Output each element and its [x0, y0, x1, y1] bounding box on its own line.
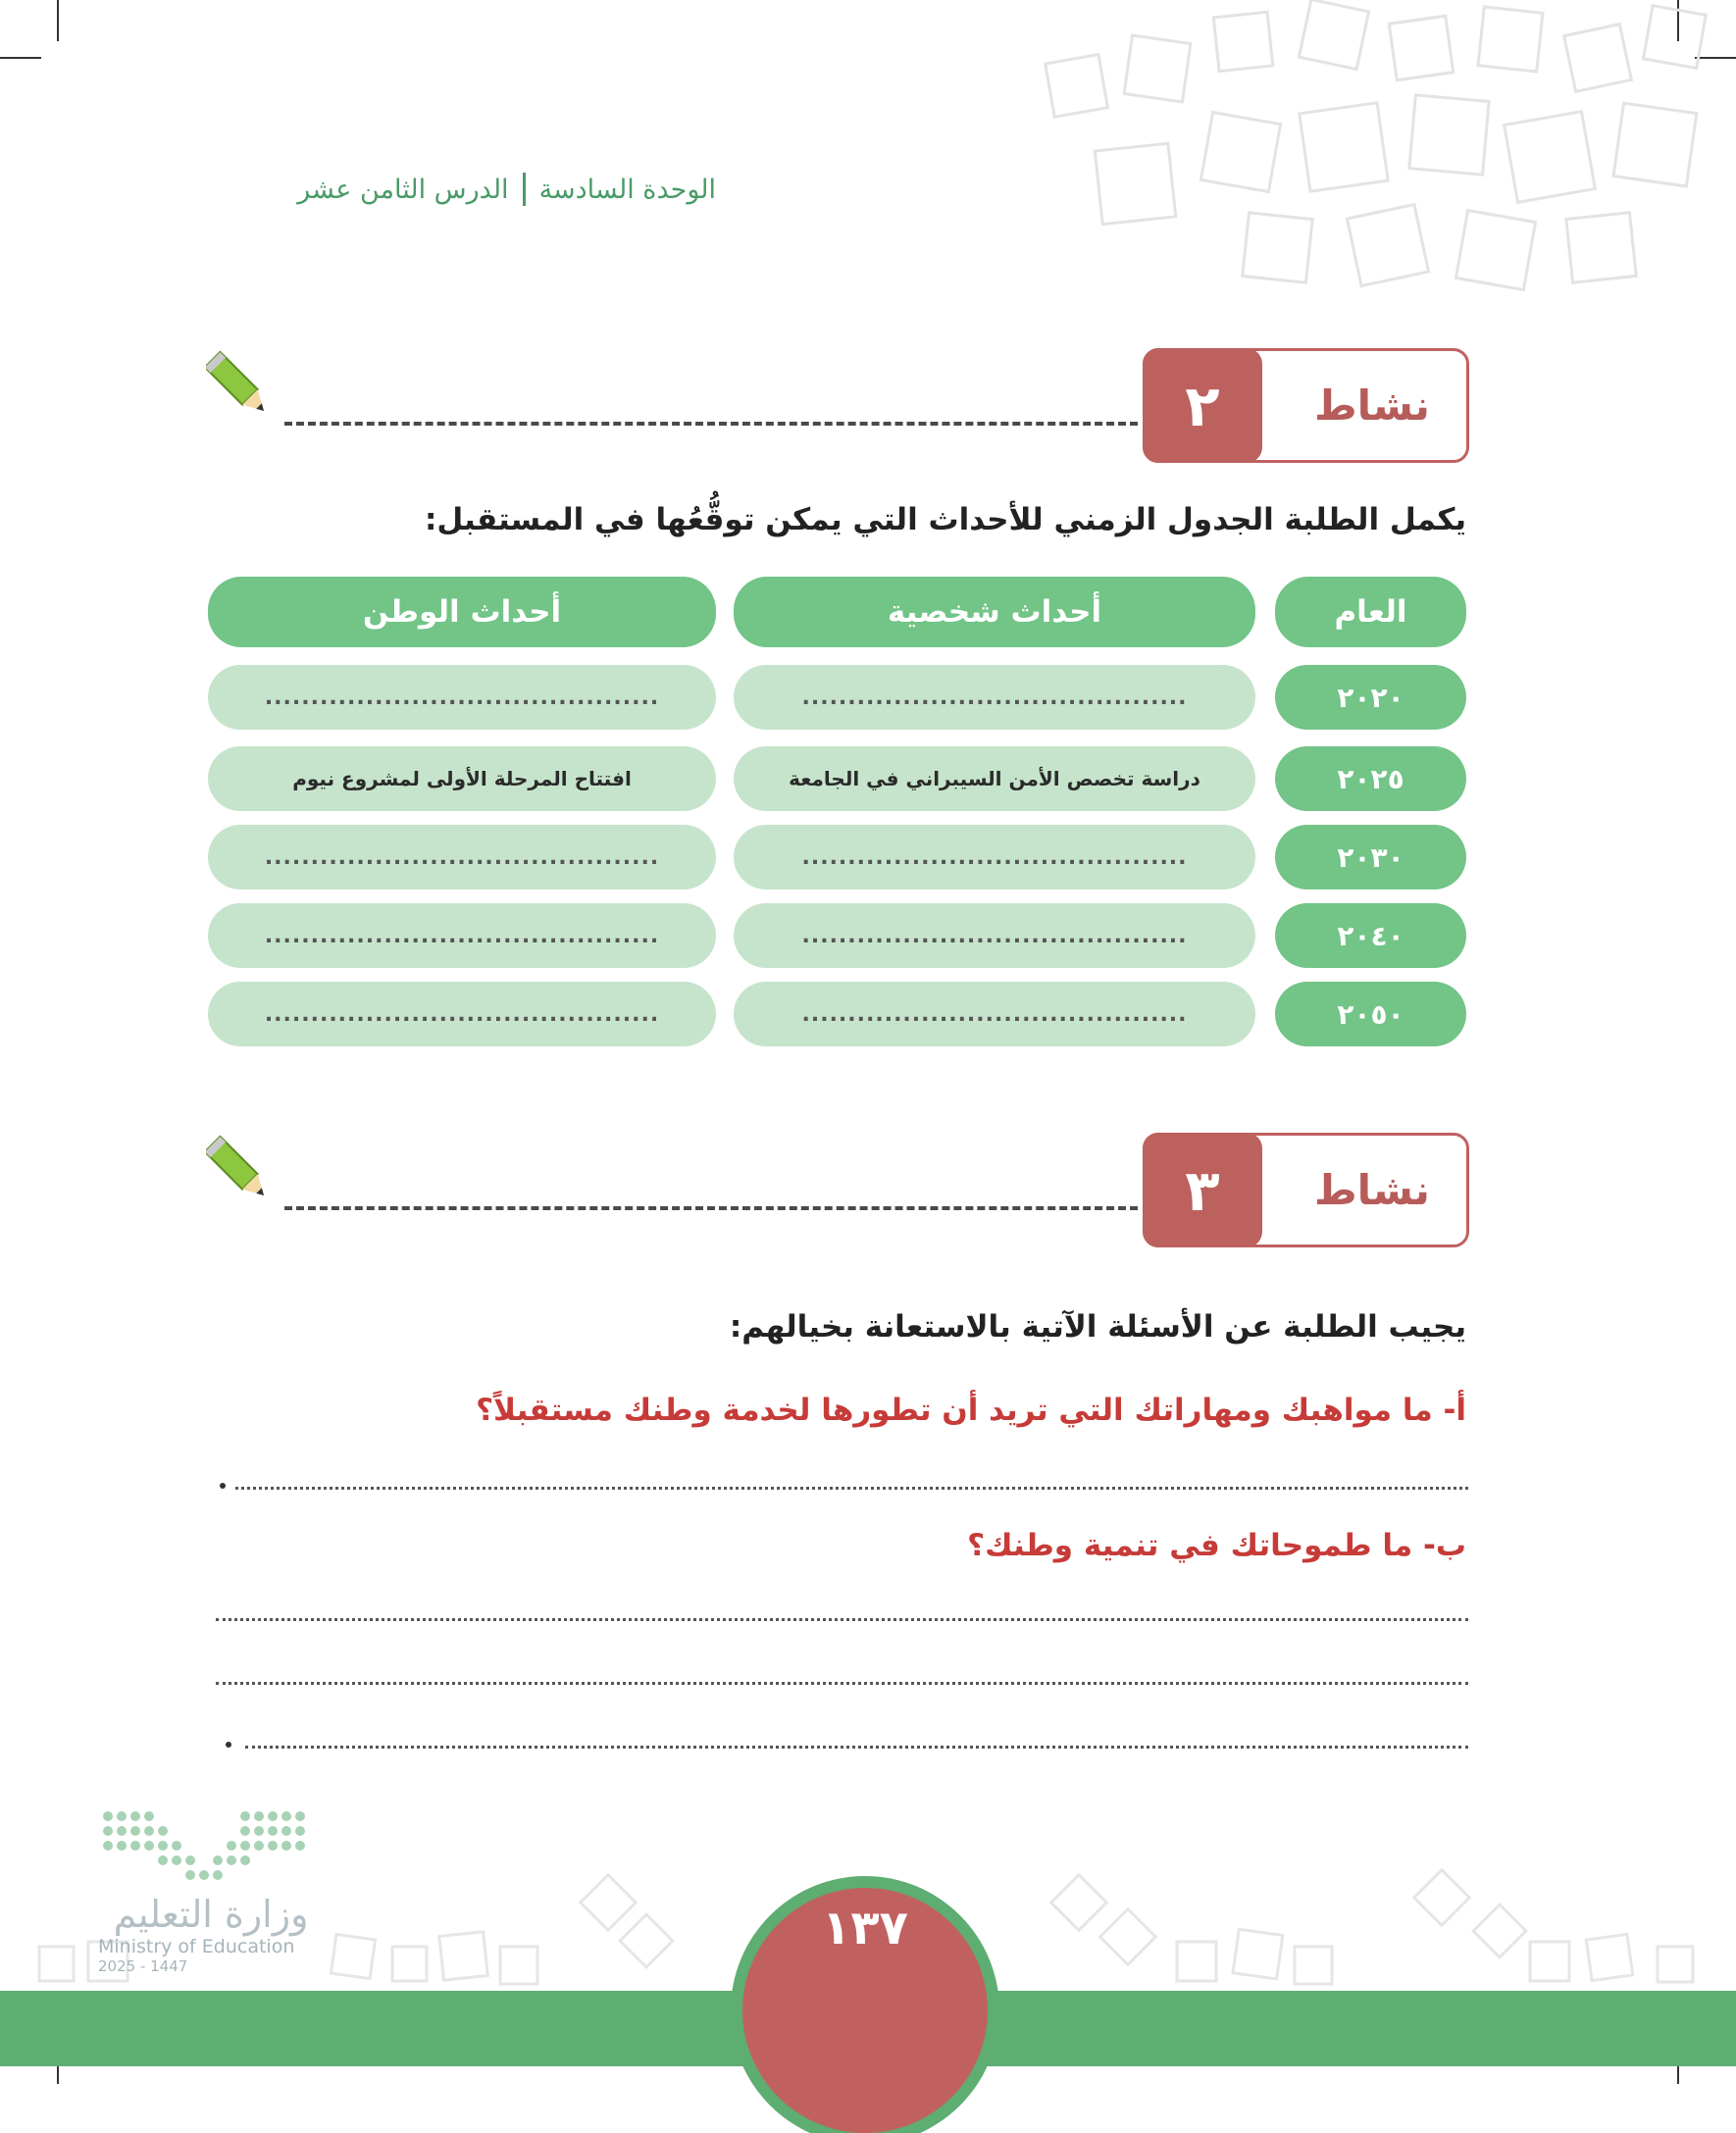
nation-event-cell[interactable] [208, 665, 716, 730]
activity2-badge [1143, 348, 1469, 463]
header-year: العام [1275, 577, 1466, 647]
crop-mark [57, 0, 59, 41]
answer-placeholder: .......................................... [801, 1001, 1188, 1027]
nation-event-cell[interactable] [208, 903, 716, 968]
activity-label: نشاط [1314, 381, 1430, 430]
personal-event-cell[interactable]: دراسة تخصص الأمن السيبراني في الجامعة [734, 746, 1255, 811]
year-cell: ٢٠٢٠ [1275, 665, 1466, 730]
pencil-icon [206, 348, 275, 427]
activity2-instruction: يكمل الطلبة الجدول الزمني للأحداث التي يمكن توقُّعُها في المستقبل: [424, 502, 1466, 537]
activity2-dashed-line [284, 422, 1138, 426]
answer-placeholder: .......................................... [801, 685, 1188, 710]
answer-line-b[interactable] [216, 1618, 1468, 1621]
activity-label: نشاط [1314, 1166, 1430, 1214]
answer-line-b[interactable] [245, 1746, 1468, 1749]
activity3-badge [1143, 1133, 1469, 1247]
activity3-instruction: يجيب الطلبة عن الأسئلة الآتية بالاستعانة بخيالهم: [729, 1309, 1466, 1345]
ministry-logo-icon [98, 1804, 314, 1898]
answer-line-b[interactable] [216, 1682, 1468, 1685]
personal-event-cell[interactable] [734, 982, 1255, 1046]
year-cell: ٢٠٣٠ [1275, 825, 1466, 889]
answer-placeholder: ........................................... [264, 923, 660, 948]
answer-placeholder: ........................................... [264, 844, 660, 870]
header-nation-events: أحداث الوطن [208, 577, 716, 647]
year-cell: ٢٠٢٥ [1275, 746, 1466, 811]
unit-title: الوحدة السادسة [538, 174, 716, 205]
activity-number: ٢ [1143, 348, 1262, 463]
year-cell: ٢٠٥٠ [1275, 982, 1466, 1046]
year-cell: ٢٠٤٠ [1275, 903, 1466, 968]
nation-event-cell[interactable]: افتتاح المرحلة الأولى لمشروع نيوم [208, 746, 716, 811]
answer-end-dot [226, 1742, 231, 1748]
pencil-icon [206, 1133, 275, 1211]
answer-line-a[interactable] [235, 1487, 1468, 1490]
edition-year: 2025 - 1447 [98, 1957, 188, 1975]
lesson-title: الدرس الثامن عشر [297, 174, 509, 205]
answer-placeholder: .......................................... [801, 923, 1188, 948]
unit-lesson-header [226, 165, 716, 214]
personal-event-cell[interactable] [734, 665, 1255, 730]
decorative-pattern [1020, 0, 1736, 324]
personal-event-cell[interactable] [734, 825, 1255, 889]
header-divider [523, 173, 526, 206]
page-number: ١٣٧ [822, 1901, 908, 1955]
answer-placeholder: ........................................... [264, 685, 660, 710]
question-a: أ- ما مواهبك ومهاراتك التي تريد أن تطورها لخدمة وطنك مستقبلاً؟ [476, 1393, 1466, 1428]
crop-mark [0, 57, 41, 59]
question-b: ب- ما طموحاتك في تنمية وطنك؟ [967, 1528, 1466, 1563]
ministry-name-ar: وزارة التعليم [113, 1893, 309, 1936]
answer-placeholder: ........................................... [264, 1001, 660, 1027]
activity3-dashed-line [284, 1206, 1138, 1210]
activity-number: ٣ [1143, 1133, 1262, 1247]
ministry-name-en: Ministry of Education [98, 1936, 295, 1957]
personal-event-cell[interactable] [734, 903, 1255, 968]
answer-end-dot [220, 1483, 226, 1489]
answer-placeholder: .......................................... [801, 844, 1188, 870]
nation-event-cell[interactable] [208, 982, 716, 1046]
nation-event-cell[interactable] [208, 825, 716, 889]
header-personal-events: أحداث شخصية [734, 577, 1255, 647]
ministry-logo [98, 1893, 324, 1975]
